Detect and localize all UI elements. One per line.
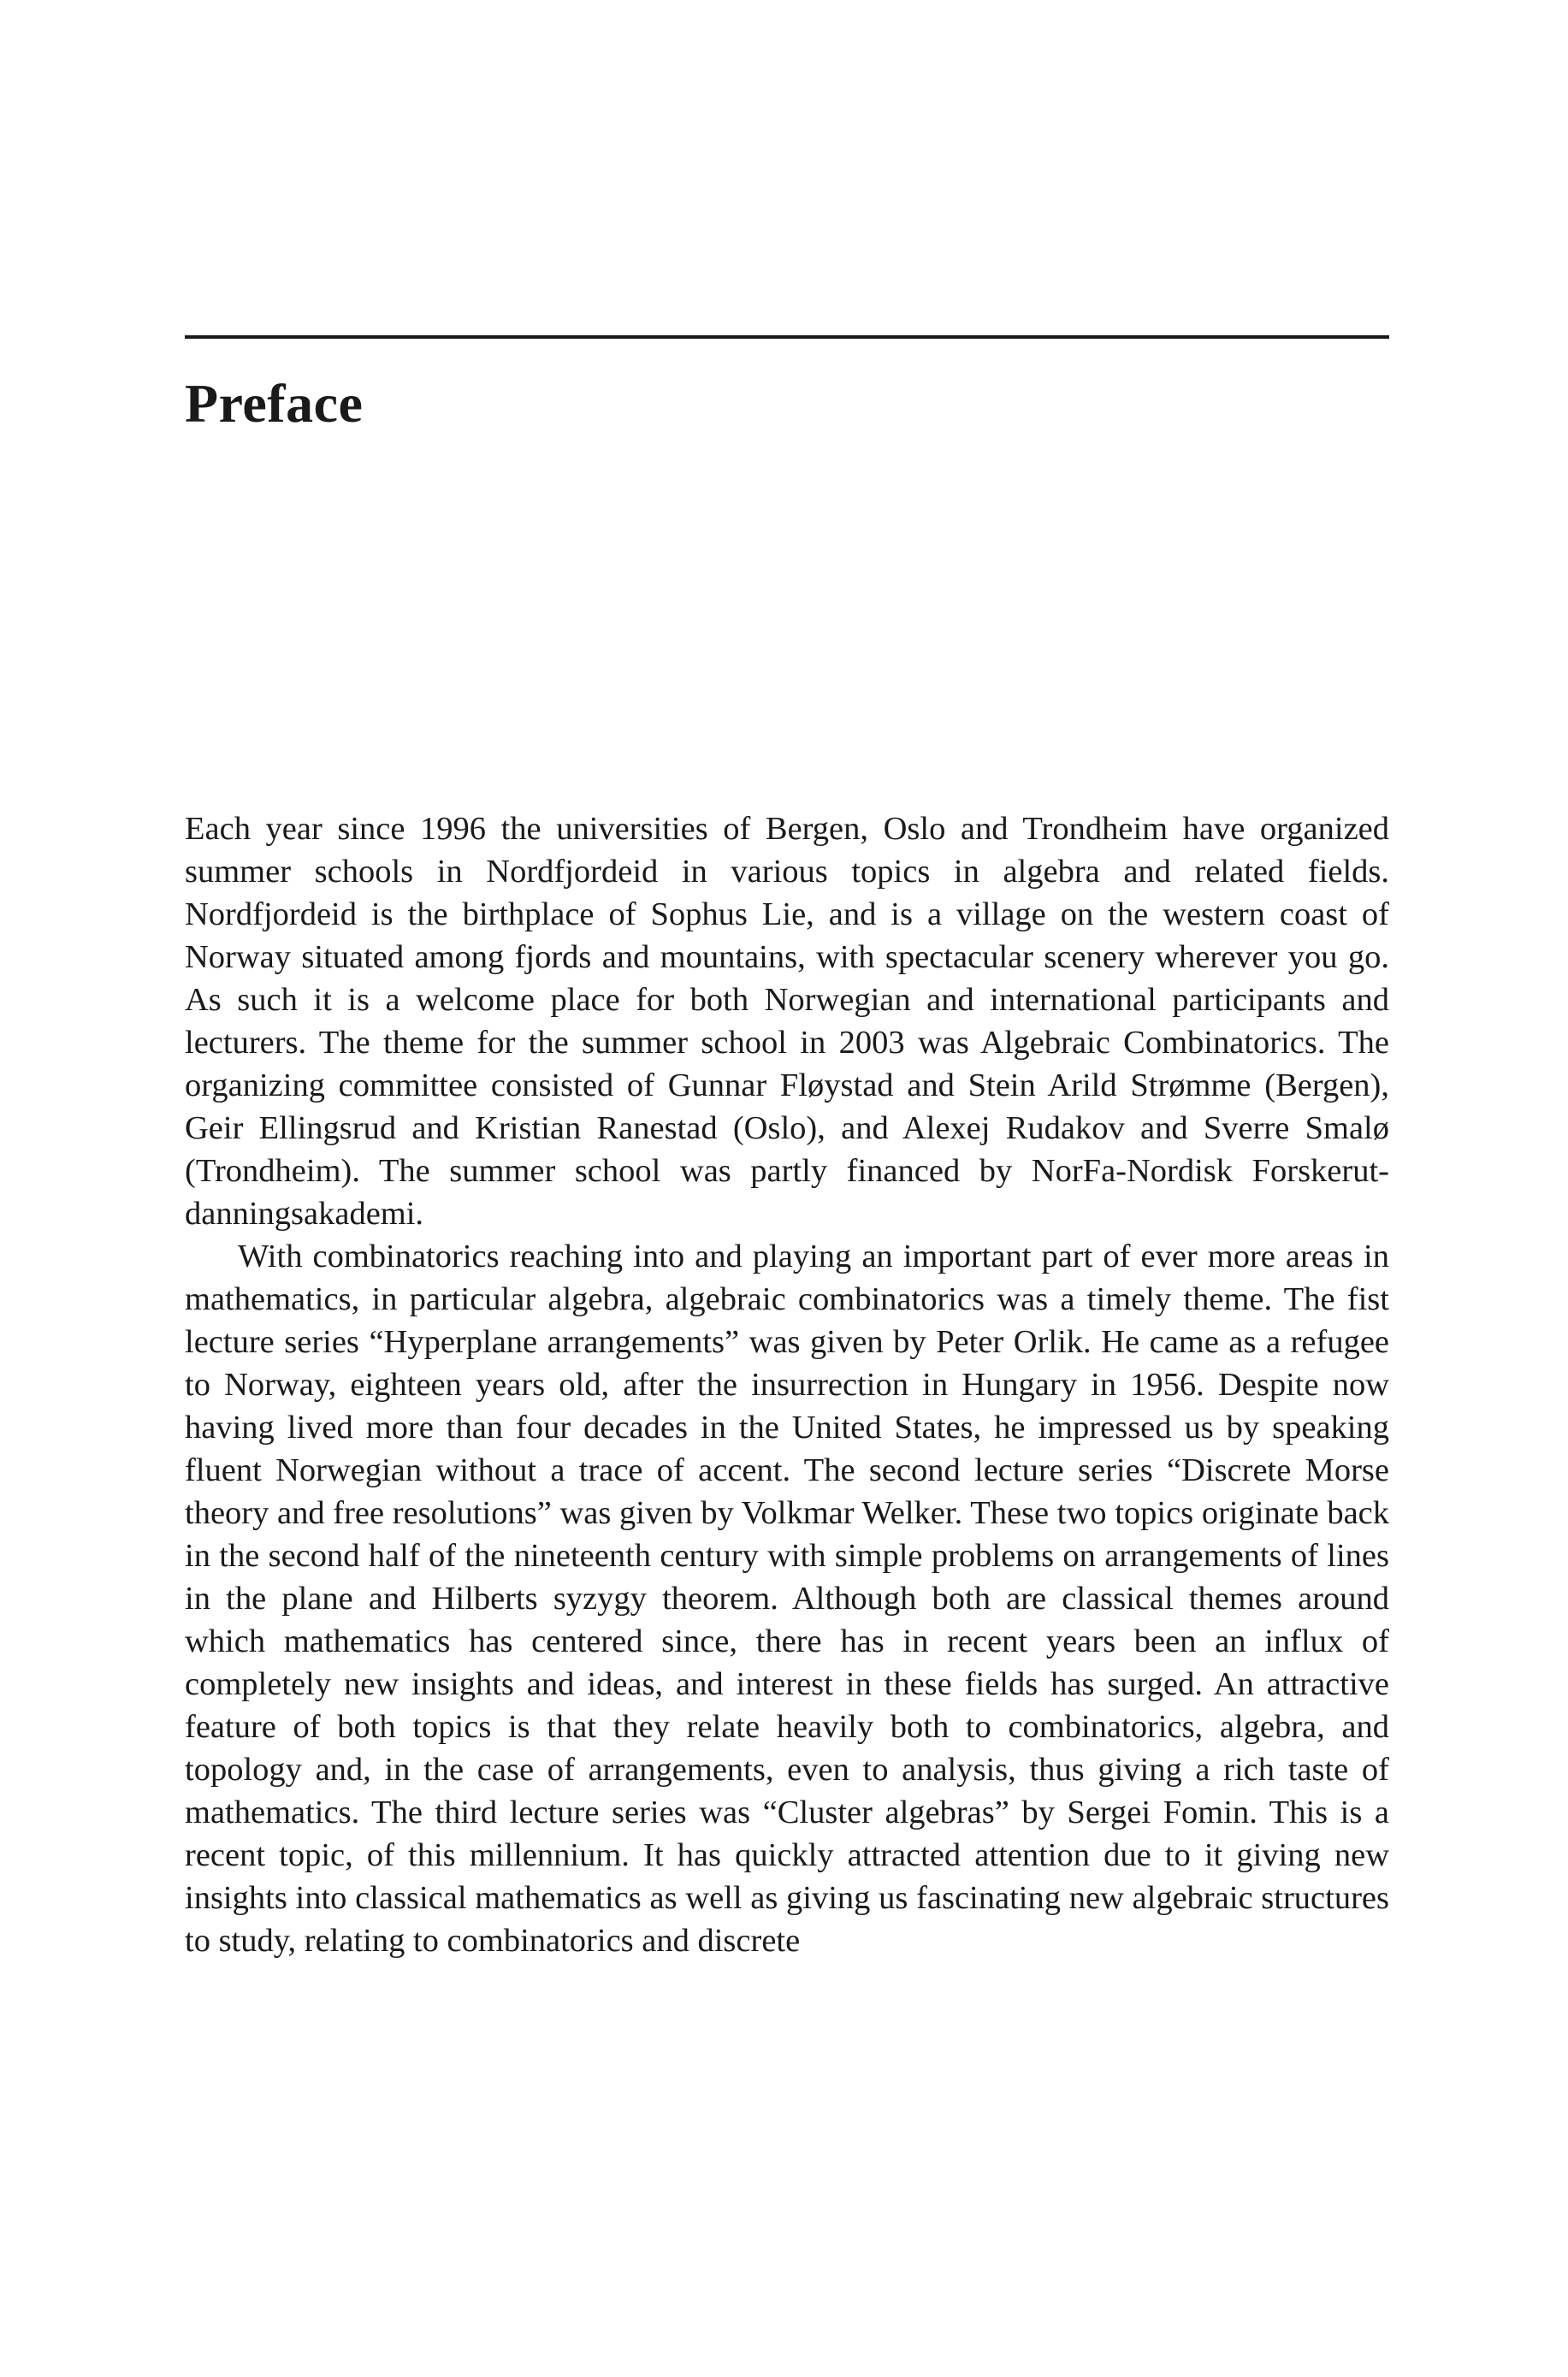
- paragraph-2: With combinatorics reaching into and playing an important part of ever more areas in mathematics, in particular algebra, algebraic combinatorics was a timely theme. The fist lecture series “Hyperplane arrangements” was given by Peter Orlik. He came as a refugee to Norway, eighteen years old, after the insurrection in Hungary in 1956. Despite now having lived more than four decades in the United States, he impressed us by speaking fluent Norwegian without a trace of accent. The second lecture series “Discrete Morse theory and free resolutions” was given by Volkmar Welker. These two topics originate back in the second half of the nineteenth century with simple problems on arrangements of lines in the plane and Hilberts syzygy theorem. Although both are classical themes around which mathematics has centered since, there has in recent years been an influx of completely new insights and ideas, and interest in these fields has surged. An attractive feature of both topics is that they relate heavily both to combinatorics, algebra, and topology and, in the case of arrangements, even to analysis, thus giving a rich taste of mathematics. The third lecture series was “Cluster algebras” by Sergei Fomin. This is a recent topic, of this millennium. It has quickly attracted attention due to it giving new insights into classical mathematics as well as giving us fascinating new algebraic structures to study, relating to combinatorics and discrete: [185, 1239, 1389, 1959]
- chapter-rule: [185, 335, 1389, 339]
- chapter-title: Preface: [185, 373, 364, 434]
- preface-body: [185, 807, 1389, 1962]
- paragraph-1: Each year since 1996 the universities of Bergen, Oslo and Trondheim have organized summer schools in Nordfjordeid in various topics in algebra and related fields. Nordfjordeid is the birthplace of Sophus Lie, and is a village on the western coast of Norway situated among fjords and mountains, with spectacular scenery wherever you go. As such it is a welcome place for both Norwegian and international participants and lecturers. The theme for the summer school in 2003 was Algebraic Combinatorics. The organizing committee consisted of Gunnar Fløystad and Stein Arild Strømme (Bergen), Geir Ellingsrud and Kristian Ranestad (Oslo), and Alexej Rudakov and Sverre Smalø (Trondheim). The summer school was partly financed by NorFa-Nordisk Forskerutdanningsakademi.: [185, 811, 1389, 1232]
